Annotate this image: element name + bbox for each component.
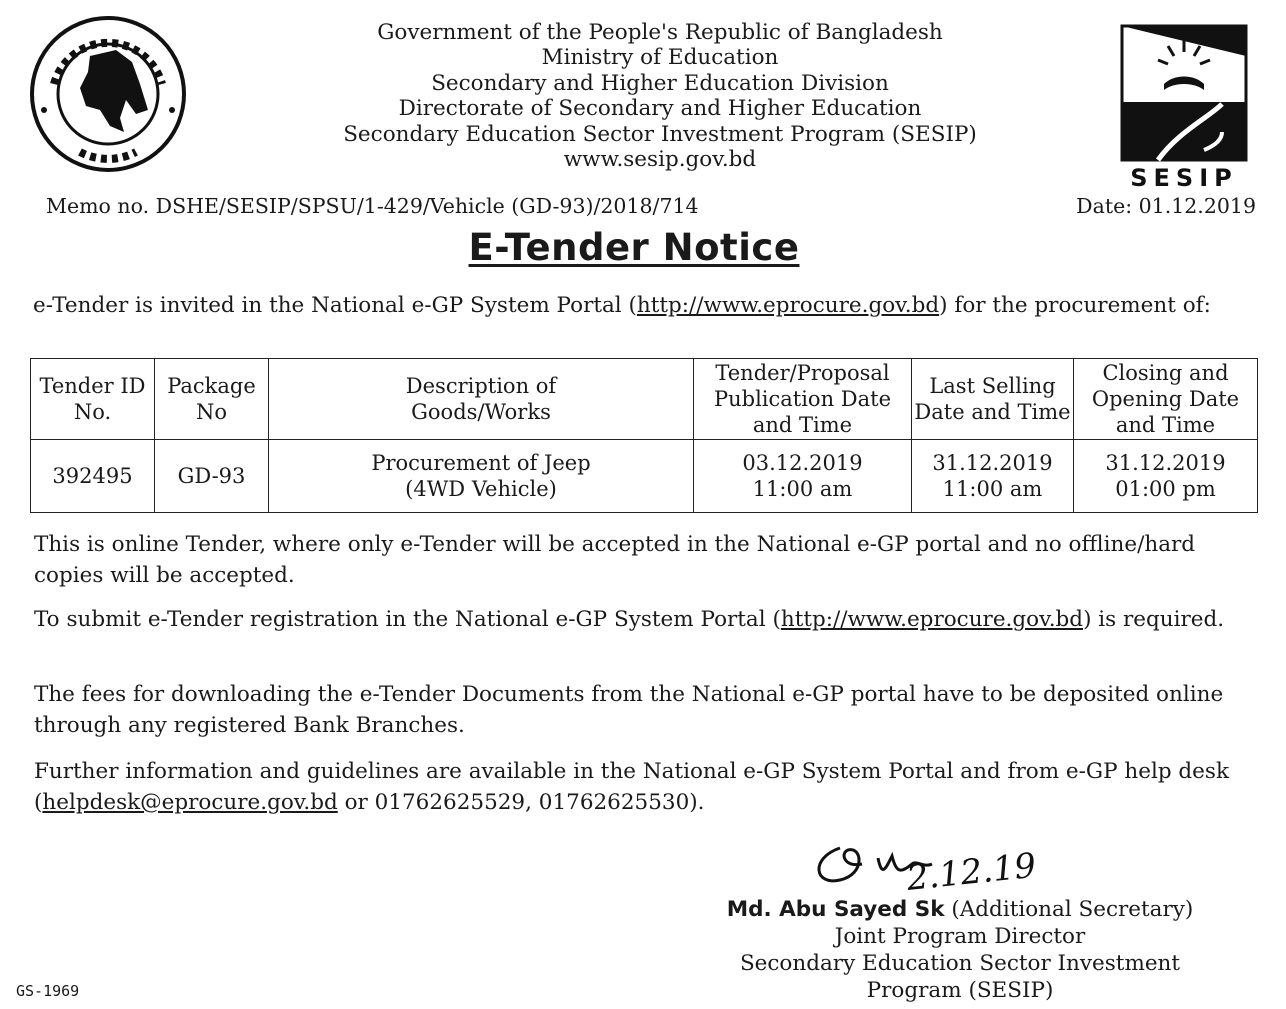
intro-paragraph [33, 291, 1258, 321]
table-row [31, 440, 1258, 513]
last-selling-time: 11:00 am [942, 477, 1043, 501]
signatory-title: Joint Program Director [834, 924, 1086, 949]
eprocure-link[interactable]: http://www.eprocure.gov.bd [636, 293, 940, 318]
intro-text-before: e-Tender is invited in the National e-GP System Portal ( [33, 293, 637, 318]
publication-time: 11:00 am [752, 477, 853, 501]
table-header-row [31, 359, 1258, 440]
header-package: Package No [155, 359, 269, 440]
cell-last-selling [912, 440, 1074, 513]
helpdesk-text-before: Further information and guidelines are available in the National e-GP System Portal and from e-GP help desk ( [34, 759, 1229, 815]
closing-time: 01:00 pm [1115, 477, 1216, 501]
signature-date: 2.12.19 [904, 845, 1039, 899]
publication-date: 03.12.2019 [742, 451, 863, 475]
header-government: Government of the People's Republic of Bangladesh [377, 20, 943, 45]
header-closing: Closing and Opening Date and Time [1074, 359, 1258, 440]
header-block [290, 20, 1030, 172]
header-last-selling: Last Selling Date and Time [912, 359, 1074, 440]
registration-paragraph [34, 604, 1262, 635]
closing-date: 31.12.2019 [1105, 451, 1226, 475]
signatory-org-line-1: Secondary Education Sector Investment [739, 951, 1181, 976]
header-publication: Tender/Proposal Publication Date and Time [694, 359, 912, 440]
sesip-logo-text: SESIP [1130, 164, 1238, 192]
header-tender-id: Tender ID No. [31, 359, 155, 440]
header-division: Secondary and Higher Education Division [431, 70, 889, 96]
reference-code: GS-1969 [16, 982, 80, 1000]
description-line-2: (4WD Vehicle) [405, 477, 557, 501]
registration-eprocure-link[interactable]: http://www.eprocure.gov.bd [780, 607, 1084, 632]
header-website: www.sesip.gov.bd [563, 147, 757, 173]
page-title: E-Tender Notice [468, 226, 800, 269]
header-program: Secondary Education Sector Investment Program (SESIP) [343, 121, 977, 147]
government-seal-logo [28, 14, 188, 174]
signatory-name-line [640, 896, 1280, 923]
header-description: Description of Goods/Works [269, 359, 694, 440]
helpdesk-text-after: or 01762625529, 01762625530). [337, 790, 705, 815]
cell-publication [694, 440, 912, 513]
signatory-name: Md. Abu Sayed Sk [726, 897, 945, 922]
registration-text-before: To submit e-Tender registration in the National e-GP System Portal ( [34, 607, 781, 632]
header-directorate: Directorate of Secondary and Higher Education [398, 96, 922, 122]
notice-date: Date: 01.12.2019 [1076, 194, 1256, 218]
helpdesk-email-link[interactable]: helpdesk@eprocure.gov.bd [42, 790, 338, 815]
cell-tender-id: 392495 [31, 440, 155, 513]
helpdesk-paragraph [34, 756, 1262, 818]
intro-text-after: ) for the procurement of: [939, 293, 1211, 318]
header-ministry: Ministry of Education [541, 45, 779, 71]
signatory-org-line-2: Program (SESIP) [866, 978, 1054, 1003]
tender-table [30, 358, 1258, 513]
signatory-rank: (Additional Secretary) [944, 897, 1194, 922]
sesip-logo [1118, 22, 1250, 192]
memo-number: Memo no. DSHE/SESIP/SPSU/1-429/Vehicle (GD-93)/2018/714 [46, 194, 699, 218]
cell-package: GD-93 [155, 440, 269, 513]
fees-paragraph: The fees for downloading the e-Tender Documents from the National e-GP portal have to be deposited online through any registered Bank Branches. [34, 682, 1224, 738]
registration-text-after: ) is required. [1083, 607, 1225, 632]
signatory-block [640, 896, 1280, 1004]
description-line-1: Procurement of Jeep [371, 451, 591, 475]
last-selling-date: 31.12.2019 [932, 451, 1053, 475]
cell-closing [1074, 440, 1258, 513]
cell-description [269, 440, 694, 513]
online-tender-paragraph: This is online Tender, where only e-Tender will be accepted in the National e-GP portal and no offline/hard copies will be accepted. [34, 532, 1196, 588]
